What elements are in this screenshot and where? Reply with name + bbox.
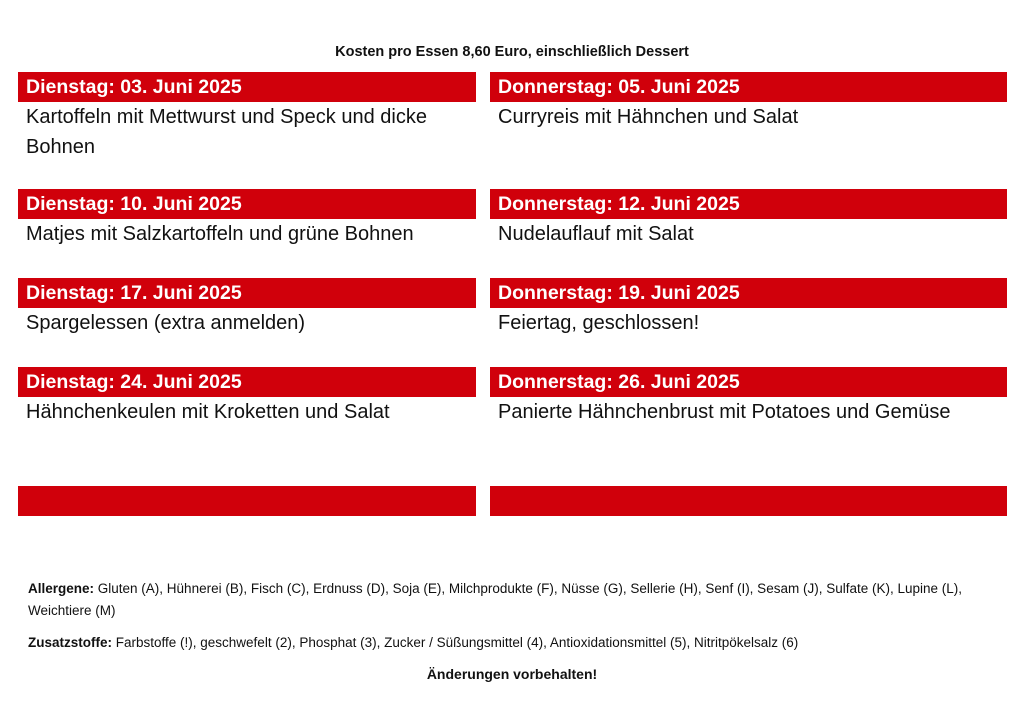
date-bar: Donnerstag: 12. Juni 2025 xyxy=(490,189,1007,219)
menu-day-thu-1 xyxy=(490,72,1007,132)
dish-text: Matjes mit Salzkartoffeln und grüne Bohnen xyxy=(26,223,414,245)
dish-text: Feiertag, geschlossen! xyxy=(498,312,700,334)
date-bar: Donnerstag: 26. Juni 2025 xyxy=(490,367,1007,397)
date-bar: Dienstag: 03. Juni 2025 xyxy=(18,72,476,102)
menu-day-tue-empty xyxy=(18,486,476,516)
allergens-text: Gluten (A), Hühnerei (B), Fisch (C), Erdnuss (D), Soja (E), Milchprodukte (F), Nüsse (G), Sellerie (H), Senf (I), Sesam (J), Sulfate (K), Lupine (L), Weichtiere (M) xyxy=(28,581,963,618)
date-bar xyxy=(490,486,1007,516)
menu-day-tue-3 xyxy=(18,278,476,338)
dish-text: Nudelauflauf mit Salat xyxy=(498,223,694,245)
dish-text: Hähnchenkeulen mit Kroketten und Salat xyxy=(26,401,390,423)
additives-label: Zusatzstoffe: xyxy=(28,635,112,650)
menu-day-thu-4 xyxy=(490,367,1007,427)
menu-day-thu-2 xyxy=(490,189,1007,249)
additives-note xyxy=(28,632,998,654)
dish-text: Panierte Hähnchenbrust mit Potatoes und Gemüse xyxy=(498,401,951,423)
date-bar: Dienstag: 10. Juni 2025 xyxy=(18,189,476,219)
additives-text: Farbstoffe (!), geschwefelt (2), Phosphat (3), Zucker / Süßungsmittel (4), Antioxidationsmittel (5), Nitritpökelsalz (6) xyxy=(112,635,799,650)
menu-day-tue-2 xyxy=(18,189,476,249)
date-bar: Donnerstag: 05. Juni 2025 xyxy=(490,72,1007,102)
menu-day-tue-1 xyxy=(18,72,476,162)
notes-section xyxy=(28,578,998,654)
allergens-note xyxy=(28,578,998,622)
dish-text: Kartoffeln mit Mettwurst und Speck und dicke Bohnen xyxy=(26,106,427,158)
cost-headline: Kosten pro Essen 8,60 Euro, einschließlich Dessert xyxy=(335,44,689,60)
allergens-label: Allergene: xyxy=(28,581,95,596)
date-bar: Donnerstag: 19. Juni 2025 xyxy=(490,278,1007,308)
menu-day-tue-4 xyxy=(18,367,476,427)
menu-day-thu-empty xyxy=(490,486,1007,516)
date-bar: Dienstag: 24. Juni 2025 xyxy=(18,367,476,397)
date-bar xyxy=(18,486,476,516)
menu-day-thu-3 xyxy=(490,278,1007,338)
dish-text: Curryreis mit Hähnchen und Salat xyxy=(498,106,799,128)
disclaimer-footer: Änderungen vorbehalten! xyxy=(426,666,598,682)
date-bar: Dienstag: 17. Juni 2025 xyxy=(18,278,476,308)
dish-text: Spargelessen (extra anmelden) xyxy=(26,312,306,334)
